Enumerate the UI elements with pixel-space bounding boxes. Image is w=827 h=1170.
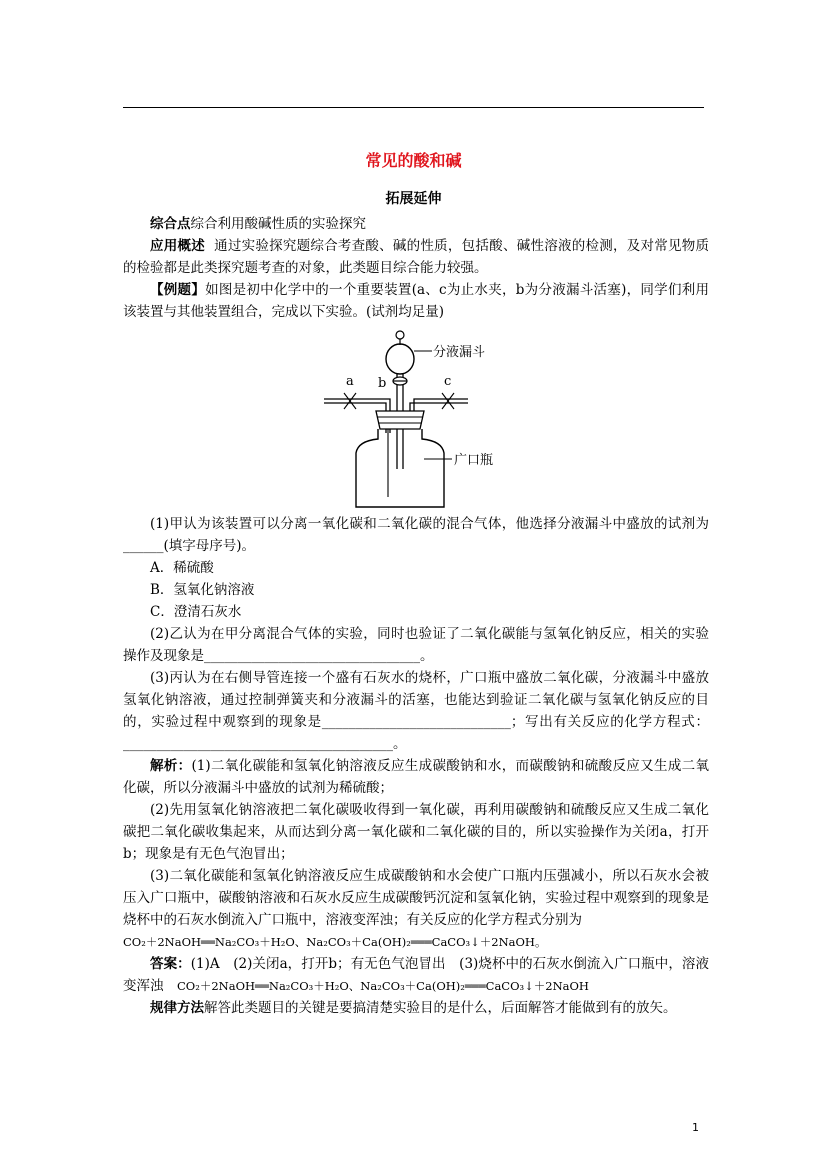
example-text: 如图是初中化学中的一个重要装置(a、c为止水夹，b为分液漏斗活塞)，同学们利用该装置与其他装置组合，完成以下实验。(试剂均足量)	[123, 282, 709, 320]
topic-text: 综合利用酸碱性质的实验探究	[190, 216, 366, 232]
answer-equation: CO₂＋2NaOH══Na₂CO₃＋H₂O、Na₂CO₃＋Ca(OH)₂═══CaCO₃↓＋2NaOH	[177, 979, 589, 993]
page-title: 常见的酸和碱	[365, 151, 462, 170]
option-c: C．澄清石灰水	[150, 604, 242, 620]
example-paragraph	[123, 279, 709, 323]
header-rule	[123, 107, 704, 108]
clamp-c-label: c	[444, 374, 452, 389]
overview-paragraph	[123, 235, 709, 279]
method-text: 解答此类题目的关键是要搞清楚实验目的是什么，后面解答才能做到有的放矢。	[204, 1000, 677, 1016]
answer-text: (1)A (2)关闭a，打开b；有无色气泡冒出 (3)烧杯中的石灰水倒流入广口瓶中，溶液变浑浊	[123, 956, 710, 994]
example-label: 【例题】	[150, 282, 206, 298]
question-1: (1)甲认为该装置可以分离一氧化碳和二氧化碳的混合气体，他选择分液漏斗中盛放的试剂为______(填字母序号)。	[123, 516, 709, 554]
clamp-a-label: a	[346, 374, 354, 389]
funnel-stopper-icon	[396, 331, 404, 339]
question-3: (3)丙认为在右侧导管连接一个盛有石灰水的烧杯，广口瓶中盛放二氧化碳，分液漏斗中盛放氢氧化钠溶液，通过控制弹簧夹和分液漏斗的活塞，也能达到验证二氧化碳与氢氧化钠反应的目的，实验过程中观察到的现象是____________________________；写出有关反应的化学方程式：________________________________________。	[123, 670, 709, 752]
wide-mouth-bottle-icon	[356, 429, 444, 507]
question-2: (2)乙认为在甲分离混合气体的实验，同时也验证了二氧化碳能与氢氧化钠反应，相关的实验操作及现象是________________________________。	[123, 626, 709, 664]
option-a: A．稀硫酸	[150, 560, 214, 576]
page-number: 1	[692, 1121, 699, 1134]
analysis-paragraph-3: (3)二氧化碳能和氢氧化钠溶液反应生成碳酸钠和水会使广口瓶内压强减小，所以石灰水会被压入广口瓶中，碳酸钠溶液和石灰水反应生成碳酸钙沉淀和氢氧化钠，实验过程中观察到的现象是烧杯中的石灰水倒流入广口瓶中，溶液变浑浊；有关反应的化学方程式分别为	[123, 868, 709, 928]
analysis-equation: CO₂＋2NaOH══Na₂CO₃＋H₂O、Na₂CO₃＋Ca(OH)₂═══CaCO₃↓＋2NaOH。	[123, 935, 547, 949]
method-label: 规律方法	[150, 1000, 204, 1016]
bottle-label: 广口瓶	[454, 453, 494, 468]
document-body	[123, 213, 709, 1019]
topic-line	[123, 213, 709, 235]
clamp-a-icon	[344, 393, 356, 409]
overview-text: 通过实验探究题综合考查酸、碱的性质，包括酸、碱性溶液的检测，及对常见物质的检验都是此类探究题考查的对象，此类题目综合能力较强。	[123, 238, 709, 276]
clamp-c-icon	[442, 393, 454, 409]
analysis-paragraph-2: (2)先用氢氧化钠溶液把二氧化碳吸收得到一氧化碳，再利用碳酸钠和硫酸反应又生成二氧化碳把二氧化碳收集起来，从而达到分离一氧化碳和二氧化碳的目的，所以实验操作为关闭a，打开b；现象是有无色气泡冒出；	[123, 802, 709, 862]
topic-label: 综合点	[150, 216, 191, 232]
stopcock-b-label: b	[378, 376, 387, 391]
funnel-bulb-icon	[386, 344, 414, 374]
analysis-text-1: (1)二氧化碳能和氢氧化钠溶液反应生成碳酸钠和水，而碳酸钠和硫酸反应又生成二氧化碳，所以分液漏斗中盛放的试剂为稀硫酸；	[123, 758, 709, 796]
method-paragraph	[123, 997, 709, 1019]
analysis-label: 解析：	[150, 758, 192, 774]
overview-label: 应用概述	[150, 238, 206, 254]
apparatus-figure	[320, 329, 520, 509]
option-b: B．氢氧化钠溶液	[150, 582, 255, 598]
answer-label: 答案：	[150, 956, 191, 972]
funnel-label: 分液漏斗	[433, 345, 486, 360]
answer-paragraph	[123, 953, 709, 997]
analysis-paragraph-1	[123, 755, 709, 799]
section-subtitle: 拓展延伸	[385, 191, 442, 207]
rubber-stopper-icon	[376, 411, 424, 429]
